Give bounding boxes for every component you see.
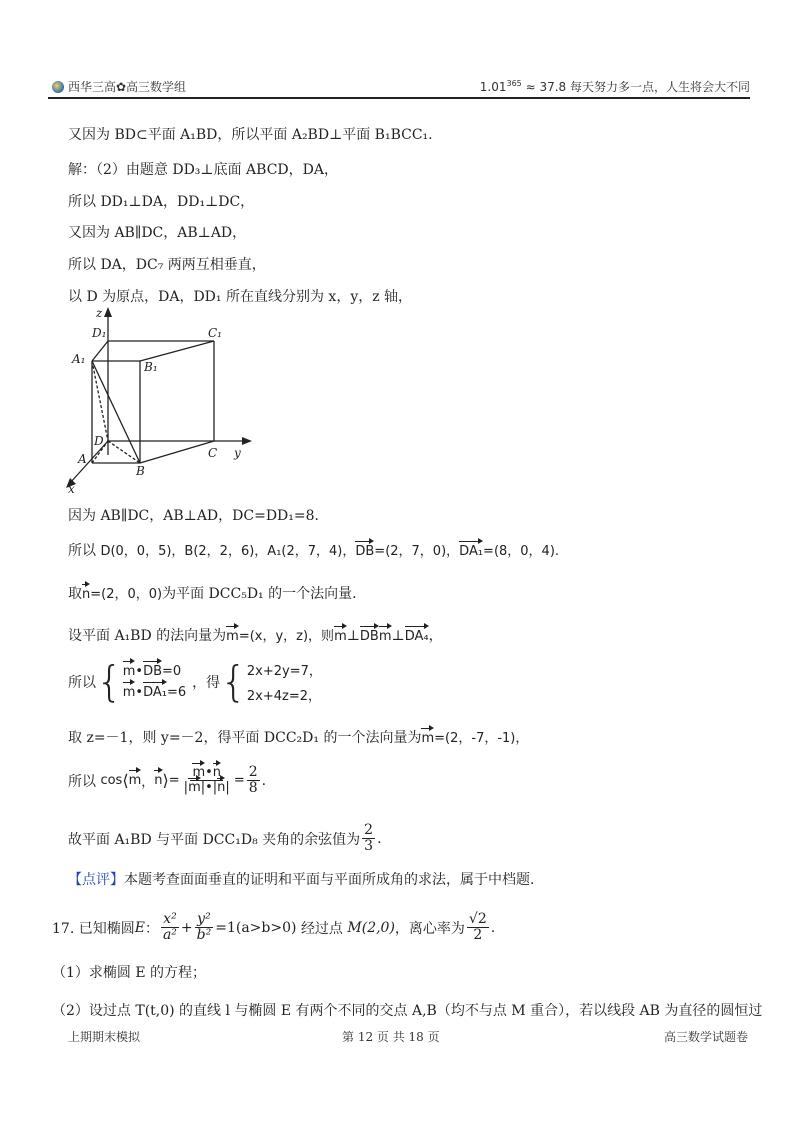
text-line-10: 设平面 A₁BD 的法向量为m=(x，y，z)，则m⊥DBm⊥DA₄， <box>68 628 443 644</box>
label-B: B <box>136 464 145 478</box>
footer-page-number: 第 12 页 共 18 页 <box>342 1030 440 1044</box>
text-line-8: 所以 D(0，0，5)，B(2，2，6)，A₁(2，7，4)，DB=(2，7，0)，DA₁=(8，0，4). <box>68 543 560 559</box>
question-17-part-2: （2）设过点 T(t,0) 的直线 l 与椭圆 E 有两个不同的交点 A,B（均不与点 M 重合），若以线段 AB 为直径的圆恒过 <box>52 1003 763 1019</box>
label-x: x <box>68 482 75 495</box>
label-C: C <box>208 446 218 460</box>
comment-tag: 【点评】 <box>68 872 124 888</box>
label-D1: D₁ <box>92 326 107 340</box>
header-left-text: 西华三高✿高三数学组 <box>68 80 187 94</box>
text-line-1: 又因为 BD⊂平面 A₁BD，所以平面 A₂BD⊥平面 B₁BCC₁. <box>68 127 433 143</box>
z-arrow <box>104 307 112 317</box>
text-line-5: 所以 DA，DC₇ 两两互相垂直， <box>68 257 266 273</box>
header-left <box>52 78 186 95</box>
header-right: $1.01^{365} \approx 37.8$ 每天努力多一点，人生将会大不同 <box>479 79 750 94</box>
cos-value-fraction: $\frac{2}{8}$ <box>248 764 258 797</box>
answer-fraction: $\frac{2}{3}$ <box>364 822 374 855</box>
footer-left: 上期期末模拟 <box>68 1030 141 1044</box>
label-A1: A₁ <box>72 352 86 366</box>
label-A: A <box>78 452 87 466</box>
text-line-11: 所以 { m•DB=0 m•DA₁=6 ，得 { 2x+2y=7， 2x+4z=2， <box>68 657 322 706</box>
text-line-14: 故平面 A₁BD 与平面 DCC₁D₈ 夹角的余弦值为 $\frac{2}{3}$ . <box>68 822 382 855</box>
label-z: z <box>96 306 103 320</box>
text-line-6: 以 D 为原点，DA，DD₁ 所在直线分别为 x，y，z 轴， <box>68 289 413 305</box>
text-line-7: 因为 AB∥DC，AB⊥AD，DC=DD₁=8. <box>68 508 319 524</box>
cos-fraction: $\frac{m•n}{|m|•|n|}$ <box>183 765 230 796</box>
text-line-13: 所以 cos ⟨ m ， n ⟩ = $\frac{m•n}{|m|•|n|}$ = $\frac{2}{8}$ . <box>68 764 267 797</box>
label-C1: C₁ <box>208 326 222 340</box>
vector-DB: DB <box>355 544 375 559</box>
cube-figure <box>58 305 258 495</box>
header-divider <box>48 97 750 99</box>
question-17: 17. 已知椭圆 E ： $\frac{\text{x²}}{\text{a²}}$ + $\frac{\text{y²}}{\text{b²}}$ =1(a>b>0) 经过点 M(2,0) ，离心率为 $\frac{√2}{2}$ . <box>52 911 496 944</box>
text-line-12: 取 z=－1，则 y=－2，得平面 DCC₂D₁ 的一个法向量为m=(2，-7，-1)， <box>68 730 529 746</box>
text-line-9: 取n=(2，0，0)为平面 DCC₅D₁ 的一个法向量. <box>68 586 357 602</box>
school-logo-icon <box>52 81 64 93</box>
label-B1: B₁ <box>144 360 158 374</box>
vector-DA1: DA₁ <box>459 544 484 559</box>
footer-right: 高三数学试题卷 <box>663 1030 748 1044</box>
label-D: D <box>94 434 104 448</box>
text-line-2: 解：（2）由题意 DD₃⊥底面 ABCD，DA， <box>68 162 338 178</box>
left-brace-1: { <box>96 657 123 706</box>
question-17-part-1: （1）求椭圆 E 的方程； <box>52 965 207 981</box>
y-arrow <box>242 437 252 445</box>
comment-line: 【点评】本题考查面面垂直的证明和平面与平面所成角的求法，属于中档题. <box>68 872 535 888</box>
text-line-3: 所以 DD₁⊥DA，DD₁⊥DC， <box>68 194 255 210</box>
left-brace-2: { <box>220 657 247 706</box>
label-y: y <box>234 446 241 460</box>
vector-n: n <box>82 587 91 602</box>
text-line-4: 又因为 AB∥DC，AB⊥AD， <box>68 225 247 241</box>
